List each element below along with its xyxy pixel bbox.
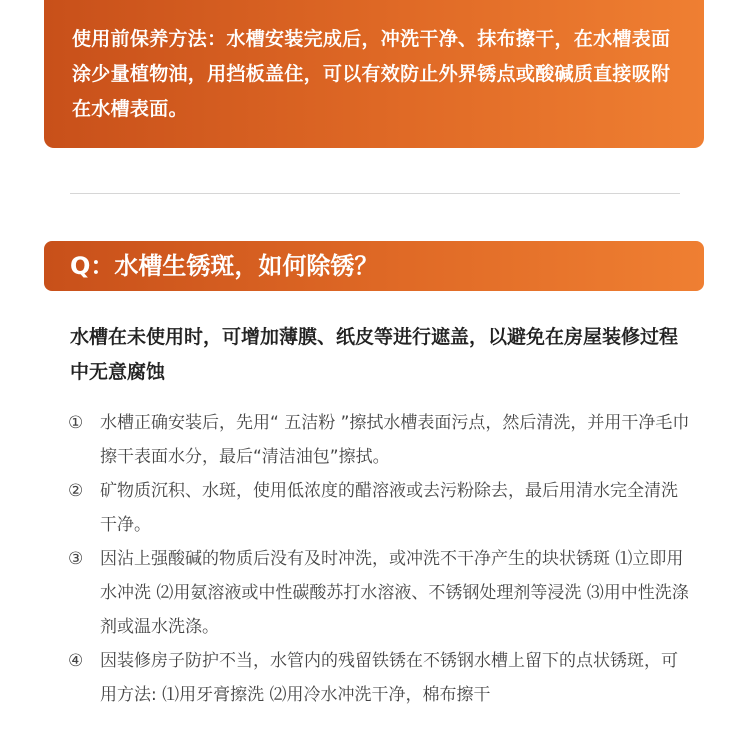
list-item — [68, 474, 693, 542]
item-number: ① — [68, 413, 84, 433]
tips-list — [68, 406, 693, 712]
maintenance-text: 使用前保养方法：水槽安装完成后，冲洗干净、抹布擦干，在水槽表面涂少量植物油，用挡板盖住，可以有效防止外界锈点或酸碱质直接吸附在水槽表面。 — [72, 28, 671, 120]
item-text: 水槽正确安装后，先用“ 五洁粉 ”擦拭水槽表面污点，然后清洗，并用干净毛巾擦干表面水分，最后“清洁油包”擦拭。 — [100, 413, 690, 467]
list-item — [68, 406, 693, 474]
item-number: ④ — [68, 651, 84, 671]
item-number: ③ — [68, 549, 84, 569]
divider — [70, 193, 680, 194]
item-text: 因沾上强酸碱的物质后没有及时冲洗，或冲洗不干净产生的块状锈斑 ⑴立即用水冲洗 ⑵用氨溶液或中性碳酸苏打水溶液、不锈钢处理剂等浸洗 ⑶用中性洗涤剂或温水洗涤。 — [100, 549, 689, 637]
item-text: 因装修房子防护不当，水管内的残留铁锈在不锈钢水槽上留下的点状锈斑，可用方法: ⑴用牙膏擦洗 ⑵用冷水冲洗干净，棉布擦干 — [100, 651, 678, 705]
maintenance-banner — [44, 0, 704, 148]
intro-paragraph: 水槽在未使用时，可增加薄膜、纸皮等进行遮盖，以避免在房屋装修过程中无意腐蚀 — [70, 326, 679, 383]
list-item — [68, 542, 693, 644]
list-item — [68, 644, 693, 712]
item-text: 矿物质沉积、水斑，使用低浓度的醋溶液或去污粉除去，最后用清水完全清洗干净。 — [100, 481, 678, 535]
item-number: ② — [68, 481, 84, 501]
question-header — [44, 241, 704, 291]
question-title: Q：水槽生锈斑，如何除锈？ — [70, 252, 379, 280]
